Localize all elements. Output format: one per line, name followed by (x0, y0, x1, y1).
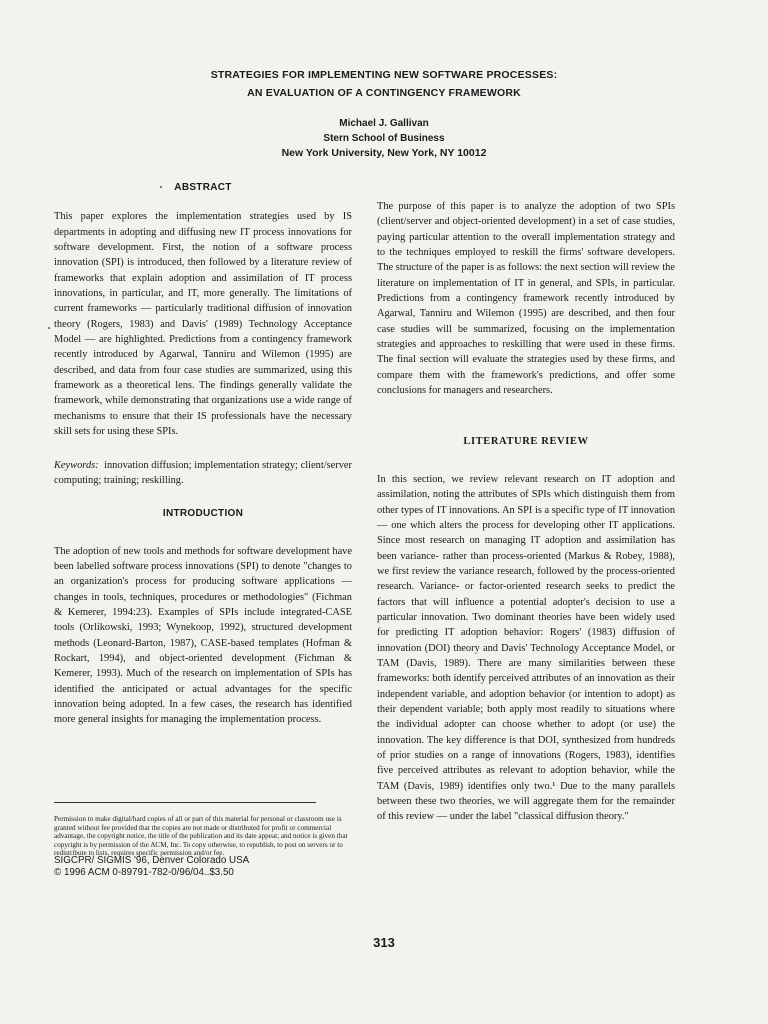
keywords-label: Keywords: (54, 459, 99, 471)
right-column (377, 199, 675, 825)
scan-speck (160, 186, 162, 188)
footnote-rule (54, 802, 316, 803)
conference-info (54, 855, 354, 878)
keywords (54, 458, 352, 489)
introduction-text: The adoption of new tools and methods for software development have been labelled software process innovations (SPI) to denote "changes to an organization's process for producing software applications — changes in tools, techniques, procedures or methodologies" (Fichman & Kemerer, 1994:23). Examples of SPIs include integrated-CASE tools (Orlikowski, 1993; Wynekoop, 1992), structured development methods (Leonard-Barton, 1987), CASE-based templates (Hofman & Rockart, 1994), and object-oriented development (Fichman & Kemerer, 1993). Much of the research on implementation of SPIs has identified the anticipated or actual advantages for the specific innovation being adopted. In a few cases, the research has identified more general insights for managing the implementation process. (54, 545, 352, 726)
abstract-text: This paper explores the implementation strategies used by IS departments in adopting and diffusing new IT process innovations for software development. First, the notion of a software process innovation (SPI) is introduced, then followed by a literature review of frameworks that explain adoption and assimilation of IT process innovations, in particular, and IT, more generally. The limitations of current frameworks — particularly traditional diffusion of innovation theory (Rogers, 1983) and Davis' (1989) Technology Acceptance Model — are highlighted. Predictions from a contingency framework recently introduced by Agarwal, Tanniru and Wilemon (1995) are described, and data from four case studies are summarized, using this framework as a theoretical lens. The findings generally validate the framework, while demonstrating that organizations use a wide range of mechanisms to ensure that their IS professionals have the necessary skill sets for using these SPIs. (54, 211, 352, 438)
author-address: New York University, New York, NY 10012 (281, 147, 487, 159)
literature-review-text: In this section, we review relevant research on IT adoption and assimilation, noting the attributes of SPIs which distinguish them from other types of IT innovations. An SPI is a specific type of IT innovation — one which alters the process for developing other IT applications. Since most research on managing IT adoption and assimilation has been variance- rather than process-oriented (Markus & Robey, 1988), we first review the variance research, followed by the process-oriented research. Variance- or factor-oriented research seeks to predict the factors that will influence a potential adopter's decision to use a particular innovation. Two dominant theories have been widely used for predicting IT adoption behavior: Rogers' (1983) diffusion of innovation (DOI) theory and Davis' Technology Acceptance Model, or TAM (Davis, 1989). There are many similarities between these frameworks: both identify perceived attributes of an innovation as their independent variable, and adoption behavior (or intention to adopt) as their dependent variable; both apply most readily to situations where the individual adopter can choose whether to adopt (or use) the innovation. The key difference is that DOI, synthesized from hundreds of prior studies on a range of innovations (Rogers, 1983), identifies five perceived attributes as relevant to adoption behavior, while the TAM (Davis, 1989) identifies only two.¹ Due to the many parallels between these two theories, we will aggregate them for the remainder of this review — under the label "classical diffusion theory." (377, 473, 676, 823)
keywords-text: innovation diffusion; implementation strategy; client/server computing; training; reskilling. (54, 459, 352, 486)
purpose-text: The purpose of this paper is to analyze the adoption of two SPIs (client/server and object-oriented development) in a set of case studies, paying particular attention to the overall implementation strategy and to the techniques employed to reskill the firms' software developers. The structure of the paper is as follows: the next section will review the literature on implementation of IT in general, and SPIs, in particular. Predictions from a contingency framework recently introduced by Agarwal, Tanniru and Wilemon (1995) are described, and then four case studies will be summarized, focusing on the implementation strategies and approaches to reskilling that were used in these firms. The final section will evaluate the strategies used by these firms, and compare them with the framework's predictions, and offer some conclusions for managers and researchers. (377, 201, 675, 397)
left-column (54, 180, 352, 728)
abstract-heading: ABSTRACT (174, 182, 232, 193)
permission-footnote: Permission to make digital/hard copies of all or part of this material for personal or classroom use is granted without fee provided that the copies are not made or distributed for profit or commercial advantage, the copyright notice, the title of the publication and its date appear, and notice is given that copyright is by permission of the ACM, Inc. To copy otherwise, to republish, to post on servers or to redistribute to lists, requires specific permission and/or fee. (54, 815, 348, 858)
author-name: Michael J. Gallivan (339, 118, 429, 129)
page-number: 313 (373, 935, 395, 950)
literature-review-heading: LITERATURE REVIEW (463, 436, 589, 448)
paper-title-line-1: STRATEGIES FOR IMPLEMENTING NEW SOFTWARE PROCESSES: (210, 69, 558, 81)
copyright-line: © 1996 ACM 0-89791-782-0/96/04..$3.50 (54, 866, 234, 878)
paper-title-line-2: AN EVALUATION OF A CONTINGENCY FRAMEWORK (247, 87, 521, 99)
scan-speck (48, 327, 50, 329)
author-affiliation: Stern School of Business (323, 133, 445, 144)
conference-name: SIGCPR/ SIGMIS '96, Denver Colorado USA (54, 855, 250, 866)
introduction-heading: INTRODUCTION (162, 508, 244, 520)
paper-header (0, 66, 768, 161)
author-block (0, 116, 768, 161)
